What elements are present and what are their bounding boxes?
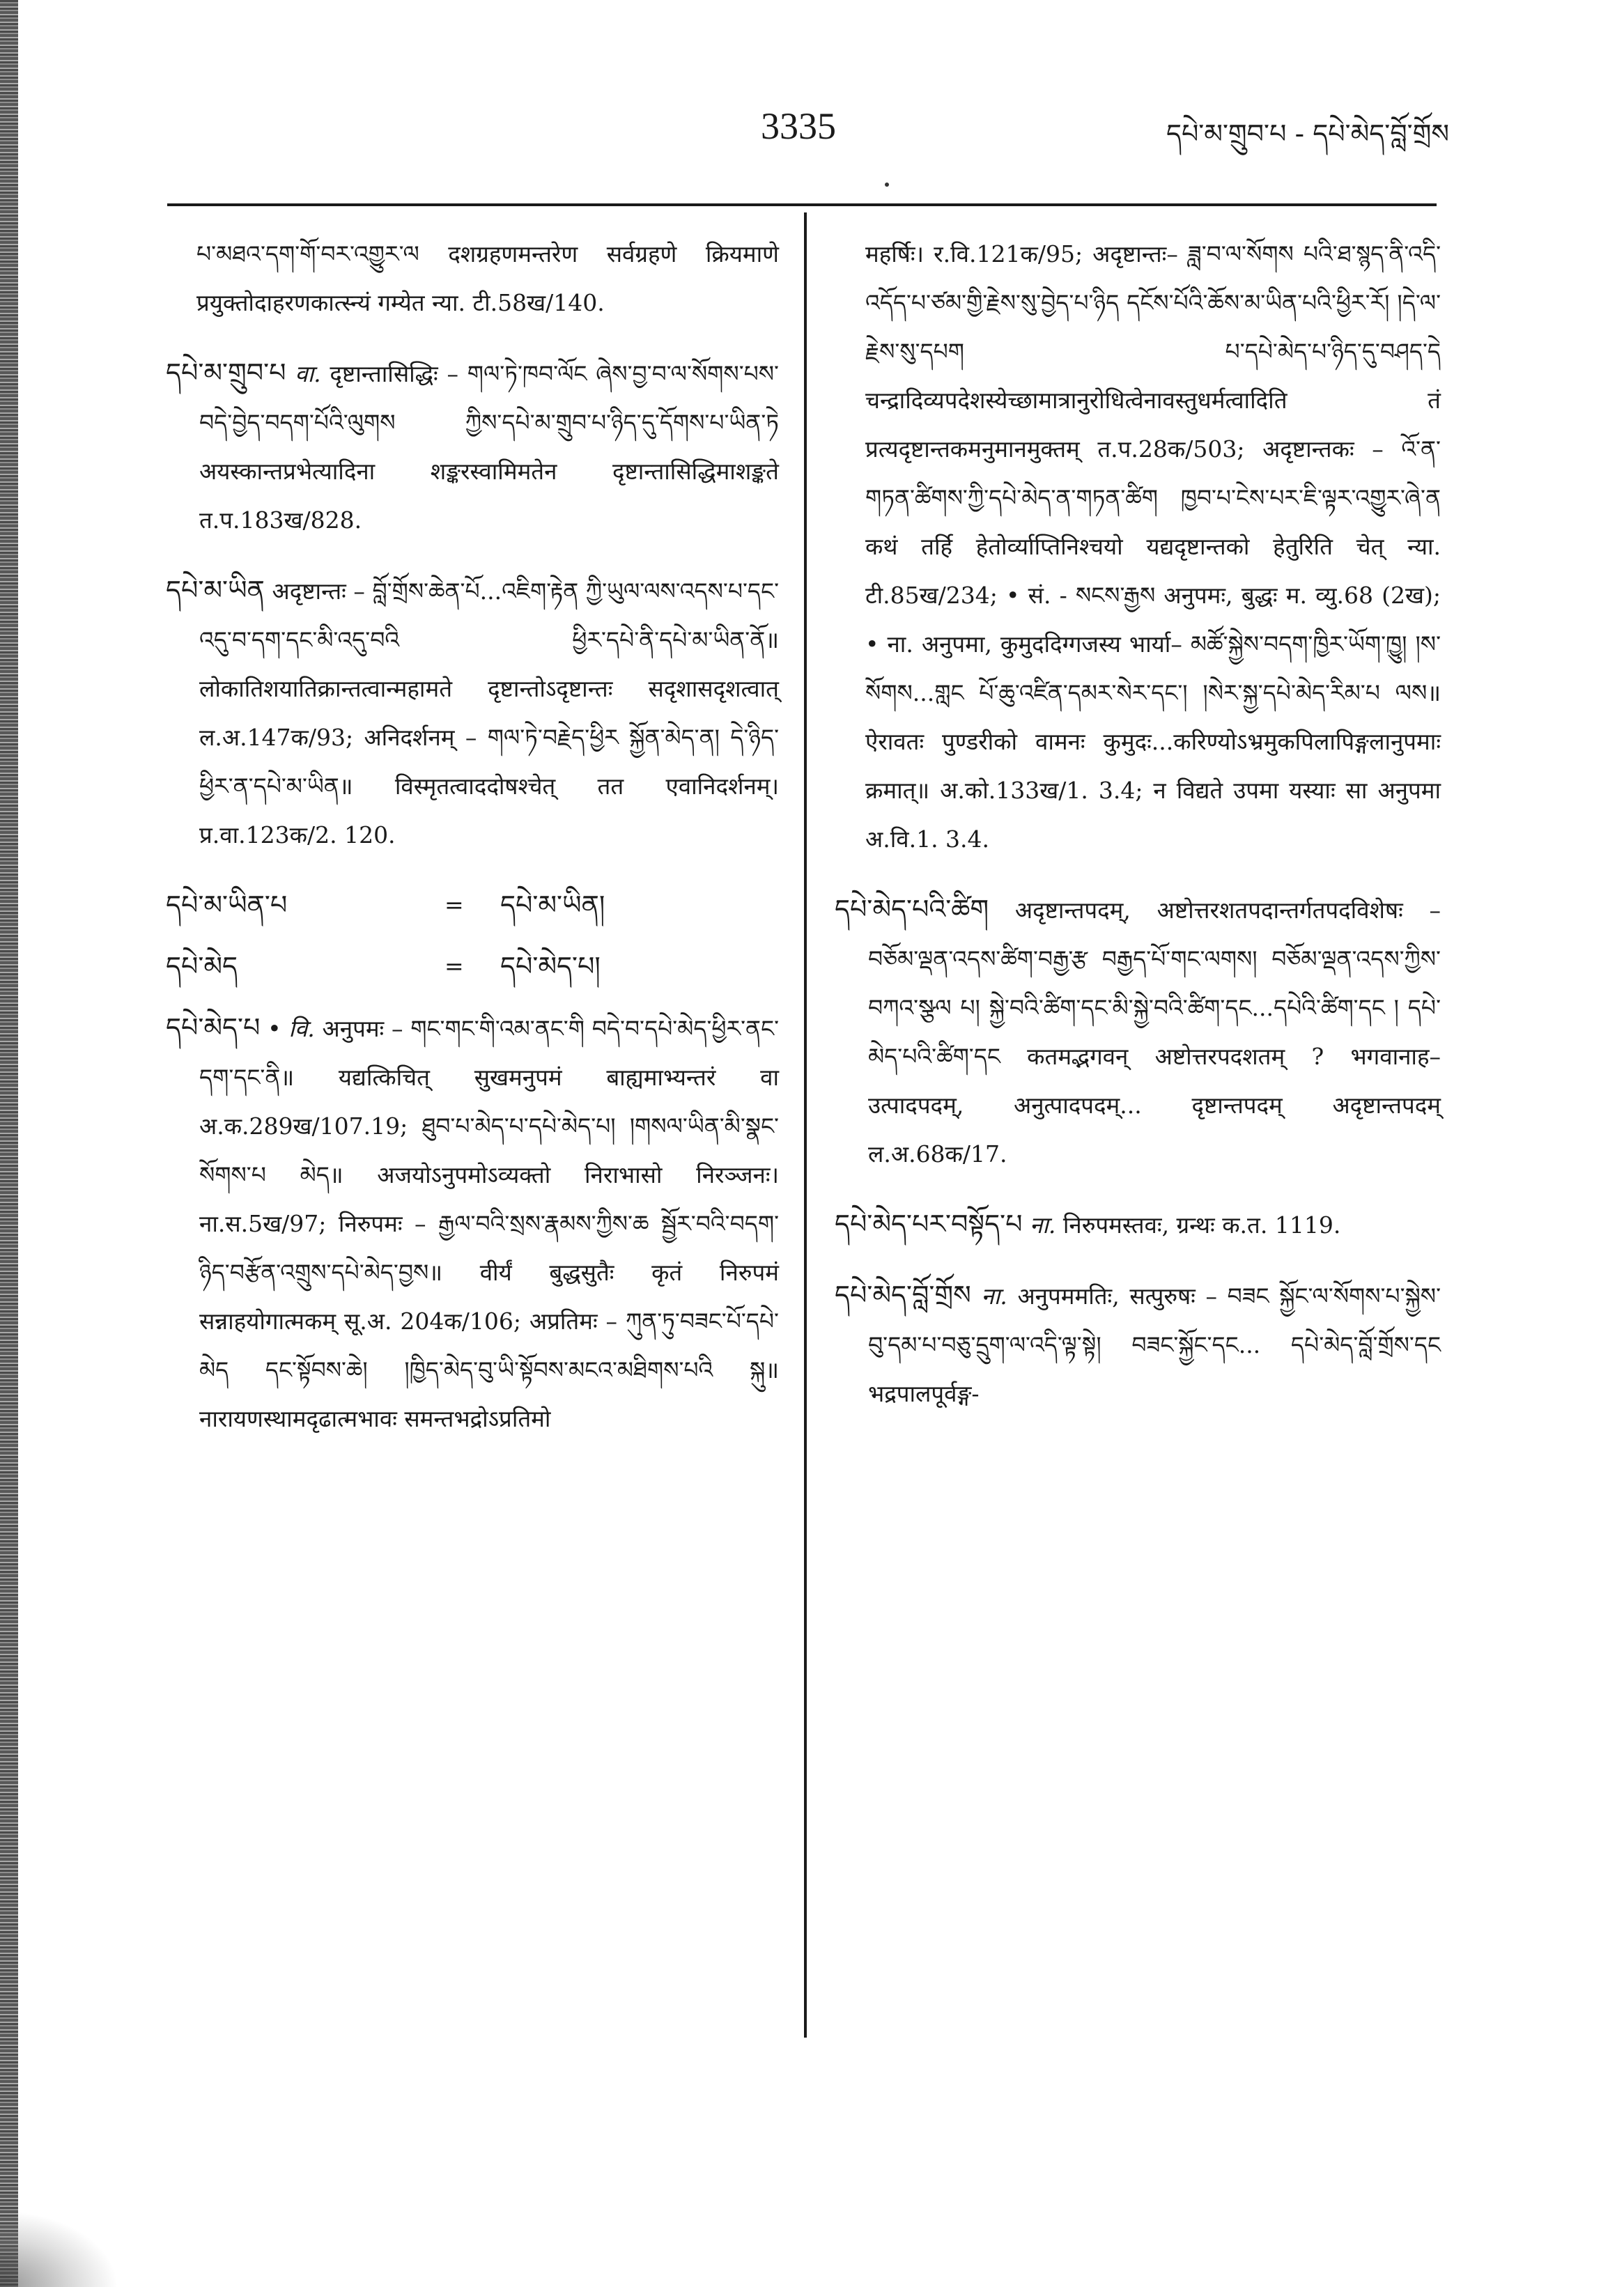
entry-headword: དཔེ་མེད་པའི་ཚིག: [835, 894, 989, 924]
entry-grammar: • वि.: [268, 1015, 315, 1042]
entry-text: अनुपममतिः, सत्पुरुषः – བཟང སྐྱོང་ལ་སོགས་པ་སྐྱེས་བུ་དམ་པ་བཅུ་དྲུག་ལ་འདི་ལྟ་སྟེ། བཟང་སྐྱོང་དང... དཔེ་མེད་བློ་གྲོས་དང भद्रपालपूर्वङ्ग-: [868, 1282, 1441, 1407]
dictionary-entry: [835, 1200, 1441, 1250]
header-rule: [167, 203, 1437, 206]
entry-text: པ་མཐའ་དག་གོ་བར་འགྱུར་ལ दशग्रहणमन्तरेण सर्वग्रहणे क्रियमाणे प्रयुक्तोदाहरणकात्स्न्यं गम्येत न्या. टी.58ख/140.: [196, 240, 779, 316]
equivalence-left: དཔེ་མ་ཡིན་པ: [166, 890, 288, 920]
page-number: 3335: [761, 105, 836, 147]
entry-grammar: ना.: [1029, 1211, 1056, 1239]
entry-headword: དཔེ་མ་ཡིན: [166, 575, 265, 605]
column-divider: [804, 212, 807, 2038]
equivalence-sign: =: [444, 952, 464, 979]
entry-text: अदृष्टान्तपदम्, अष्टोत्तरशतपदान्तर्गतपदविशेषः – བཅོམ་ལྡན་འདས་ཚིག་བརྒྱ་རྩ བརྒྱད་པོ་གང་ལགས། བཅོམ་ལྡན་འདས་ཀྱིས་བཀའ་སྩལ པ། སྐྱེ་བའི་ཚིག་དང་མི་སྐྱེ་བའི་ཚིག་དང...དཔེའི་ཚིག་དང ། དཔེ་མེད་པའི་ཚིག་དང कतमद्भगवन् अष्टोत्तरपदशतम् ? भगवानाह–उत्पादपदम्, अनुत्पादपदम्... दृष्टान्तपदम् अदृष्टान्तपदम् ल.अ.68क/17.: [868, 897, 1441, 1168]
equivalence-row: [166, 881, 779, 929]
scan-corner-shadow: [0, 2210, 118, 2287]
equivalence-left: དཔེ་མེད: [166, 951, 238, 982]
dictionary-entry: [835, 230, 1441, 864]
entry-text: अनुपमः – གང་གང་གི་འམ་ནང་གི བདེ་བ་དཔེ་མེད་ཕྱིར་ནང་དག་དང་ནི॥ यद्यत्किचित् सुखमनुपमं बाह्यमाभ्यन्तरं वा अ.क.289ख/107.19; ཐུབ་པ་མེད་པ་དཔེ་མེད་པ། །གསལ་ཡིན་མི་སྣང་སོགས་པ མེད॥ अजयोऽनुपमोऽव्यक्तो निराभासो निरञ्जनः। ना.स.5ख/97; निरुपमः – རྒྱལ་བའི་སྲས་རྣམས་ཀྱིས་ཆ སྦྱོར་བའི་བདག་ཉིད་བརྩོན་འགྲུས་དཔེ་མེད་བྱས॥ वीर्यं बुद्धसुतैः कृतं निरुपमं सन्नाहयोगात्मकम् सू.अ. 204क/106; अप्रतिमः – ཀུན་ཏུ་བཟང་པོ་དཔེ་མེད དང་སྟོབས་ཆེ། །ཁྱིད་མེད་བུ་ཡི་སྟོབས་མངའ་མཐིགས་པའི སྐུ॥ नारायणस्थामदृढात्मभावः समन्तभद्रोऽप्रतिमो: [199, 1015, 779, 1432]
equivalence-sign: =: [444, 891, 464, 918]
right-column: [835, 230, 1441, 1439]
dictionary-entry: [166, 566, 779, 860]
equivalence-right: དཔེ་མ་ཡིན།: [500, 890, 605, 920]
ink-dot: [885, 183, 889, 187]
equivalence-right: དཔེ་མེད་པ།: [500, 951, 601, 982]
entry-headword: དཔེ་མ་གྲུབ་པ: [166, 357, 286, 388]
dictionary-entry: [166, 230, 779, 327]
entry-grammar: वा.: [295, 360, 321, 387]
entry-text: निरुपमस्तवः, ग्रन्थः क.त. 1119.: [1062, 1211, 1341, 1239]
entry-headword: དཔེ་མེད་པར་བསྟོད་པ: [835, 1209, 1023, 1239]
left-column: [166, 230, 779, 1464]
entry-text: अदृष्टान्तः – བློ་གྲོས་ཆེན་པོ...འཇིག་རྟེན ཀྱི་ཡུལ་ལས་འདས་པ་དང་འདུ་བ་དག་དང་མི་འདུ་བའི ཕྱིར་དཔེ་ནི་དཔེ་མ་ཡིན་ནོ॥ लोकातिशयातिक्रान्तत्वान्महामते दृष्टान्तोऽदृष्टान्तः सदृशासदृशत्वात् ल.अ.147क/93; अनिदर्शनम् – གལ་ཏེ་བརྗེད་ཕྱིར སྐྱོན་མེད་ན། དེ་ཉིད་ཕྱིར་ན་དཔེ་མ་ཡིན॥ विस्मृतत्वाददोषश्चेत् तत एवानिदर्शनम्। प्र.वा.123क/2. 120.: [199, 577, 779, 848]
equivalence-row: [166, 942, 779, 991]
dictionary-entry: [166, 1003, 779, 1443]
running-head: དཔེ་མ་གྲུབ་པ - དཔེ་མེད་བློ་གྲོས: [1166, 118, 1449, 149]
entry-text: महर्षिः। र.वि.121क/95; अदृष्टान्तः– ཟླ་བ་ལ་སོགས པའི་ཐ་སྙད་ནི་འདི་འདོད་པ་ཙམ་གྱི་རྗེས་སུ་བྱེད་པ་ཉིད དངོས་པོའི་ཆོས་མ་ཡིན་པའི་ཕྱིར་རོ། །དེ་ལ་རྗེས་སུ་དཔག པ་དཔེ་མེད་པ་ཉིད་དུ་བཤད་དེ चन्द्रादिव्यपदेशस्येच्छामात्रानुरोधित्वेनावस्तुधर्मत्वादिति तं प्रत्यदृष्टान्तकमनुमानमुक्तम् त.प.28क/503; अदृष्टान्तकः – འོ་ན་གཏན་ཚིགས་ཀྱི་དཔེ་མེད་ན་གཏན་ཚིག ཁྱབ་པ་ངེས་པར་ཇི་ལྟར་འགྱུར་ཞེ་ན कथं तर्हि हेतोर्व्याप्तिनिश्चयो यद्यदृष्टान्तको हेतुरिति चेत् न्या. टी.85ख/234; • सं. - སངས་རྒྱས अनुपमः, बुद्धः म. व्यु.68 (2ख); • ना. अनुपमा, कुमुददिग्गजस्य भार्या– མཚོ་སྐྱེས་བདག་ཁྱིར་ཡོག་ཁྱུ། །ས་སོགས...གླང པོ་ཆུ་འཛིན་དམར་སེར་དང་། །སེར་སྐྱ་དཔེ་མེད་རིམ་པ ལས॥ ऐरावतः पुण्डरीको वामनः कुमुदः...करिण्योऽभ्रमुकपिलापिङ्गलानुपमाः क्रमात्॥ अ.को.133ख/1. 3.4; न विद्यते उपमा यस्याः सा अनुपमा अ.वि.1. 3.4.: [865, 240, 1441, 853]
scan-edge-shadow: [0, 0, 18, 2287]
dictionary-entry: [835, 1271, 1441, 1418]
entry-text: दृष्टान्तासिद्धिः – གལ་ཏེ་ཁབ་ལོང ཞེས་བྱ་བ་ལ་སོགས་པས་བདེ་བྱེད་བདག་པོའི་ལུགས ཀྱིས་དཔེ་མ་གྲུབ་པ་ཉིད་དུ་དོགས་པ་ཡིན་ཏེ अयस्कान्तप्रभेत्यादिना शङ्करस्वामिमतेन दृष्टान्तासिद्धिमाशङ्कते त.प.183ख/828.: [199, 360, 779, 534]
dictionary-entry: [166, 348, 779, 545]
entry-grammar: ना.: [981, 1282, 1007, 1310]
dictionary-entry: [835, 885, 1441, 1179]
entry-headword: དཔེ་མེད་པ: [166, 1012, 261, 1043]
entry-headword: དཔེ་མེད་བློ་གྲོས: [835, 1280, 971, 1310]
